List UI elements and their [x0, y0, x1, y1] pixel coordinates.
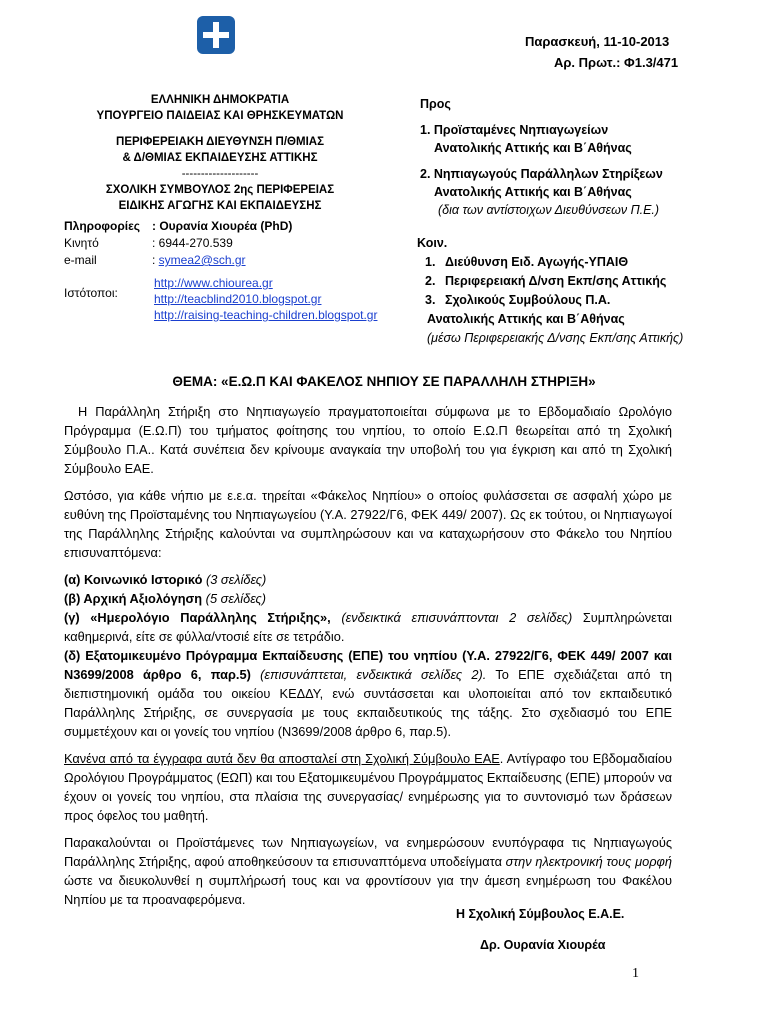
protocol-number: Αρ. Πρωτ.: Φ1.3/471 — [554, 55, 679, 70]
cc-num: 3. — [425, 293, 436, 307]
site-link[interactable]: http://raising-teaching-children.blogspot.gr — [154, 308, 378, 322]
paragraph — [64, 833, 672, 909]
cc-note: (μέσω Περιφερειακής Δ/νσης Εκπ/σης Αττικής) — [427, 331, 684, 345]
item-c-pages: (ενδεικτικά επισυνάπτονται 2 σελίδες) — [330, 610, 573, 625]
item-d-pages: (επισυνάπτεται, ενδεικτικά σελίδες 2). — [250, 667, 487, 682]
email-prefix: : — [152, 253, 159, 267]
mobile-label: Κινητό — [64, 236, 99, 250]
cc-item: Διεύθυνση Ειδ. Αγωγής-ΥΠΑΙΘ — [445, 255, 629, 269]
signature-title: Η Σχολική Σύμβουλος Ε.Α.Ε. — [456, 907, 625, 921]
sender-line: ΥΠΟΥΡΓΕΙΟ ΠΑΙΔΕΙΑΣ ΚΑΙ ΘΡΗΣΚΕΥΜΑΤΩΝ — [96, 110, 344, 122]
recipient-1-region: Ανατολικής Αττικής και Β΄Αθήνας — [434, 141, 632, 155]
separator: -------------------- — [181, 168, 259, 180]
info-label: Πληροφορίες — [64, 219, 141, 233]
item-a-pages: (3 σελίδες) — [202, 572, 267, 587]
recipient-2-note: (δια των αντίστοιχων Διευθύνσεων Π.Ε.) — [438, 203, 660, 217]
cc-item: Σχολικούς Συμβούλους Π.Α. — [445, 293, 611, 307]
sender-line: ΣΧΟΛΙΚΗ ΣΥΜΒΟΥΛΟΣ 2ης ΠΕΡΙΦΕΡΕΙΑΣ — [105, 184, 335, 196]
sender-line: ΕΛΛΗΝΙΚΗ ΔΗΜΟΚΡΑΤΙΑ — [150, 94, 290, 106]
cc-block — [417, 234, 683, 348]
paragraph: Η Παράλληλη Στήριξη στο Νηπιαγωγείο πραγματοποιείται σύμφωνα με το Εβδομαδιαίο Ωρολόγιο Πρόγραμμα (Ε.Ω.Π) του τμήματος φοίτησης του νηπίου, το οποίο Ε.Ω.Π θεωρείται από τη Σχολική Σύμβουλο Π.Α.. Κατά συνέπεια δεν κρίνουμε αναγκαία την υποβολή του για έγκριση και από τη Σχολική Σύμβουλο ΕΑΕ. — [64, 404, 672, 476]
item-d: (δ) Εξατομικευμένο Πρόγραμμα Εκπαίδευσης (ΕΠΕ) — [64, 648, 384, 663]
greek-emblem-icon — [197, 16, 235, 54]
item-a: (α) Κοινωνικό Ιστορικό — [64, 572, 203, 587]
attachment-list — [64, 570, 672, 741]
date: Παρασκευή, 11-10-2013 — [525, 34, 670, 49]
recipient-2: 2. Νηπιαγωγούς Παράλληλων Στηρίξεων — [420, 167, 663, 181]
cc-num: 2. — [425, 274, 436, 288]
info-value: : Ουρανία Χιουρέα (PhD) — [152, 219, 293, 233]
item-d-ref: του νηπίου (Υ.Α. 27922/Γ6, ΦΕΚ 449/ 2007 και Ν3699/2008 άρθρο 6, παρ.5) — [64, 648, 672, 682]
sender-line: ΠΕΡΙΦΕΡΕΙΑΚΗ ΔΙΕΥΘΥΝΣΗ Π/ΘΜΙΑΣ — [116, 136, 324, 148]
item-b-pages: (5 σελίδες) — [202, 591, 266, 606]
notice-underlined: Κανένα από τα έγγραφα αυτά δεν θα αποσταλεί στη Σχολική Σύμβουλο ΕΑΕ — [64, 751, 500, 766]
email-label: e-mail — [64, 253, 97, 267]
paragraph: Ωστόσο, για κάθε νήπιο με ε.ε.α. τηρείται «Φάκελος Νηπίου» ο οποίος φυλάσσεται σε ασφαλή χώρο με ευθύνη της Προϊσταμένης του Νηπιαγωγείου (Υ.Α. 27922/Γ6, ΦΕΚ 449/ 2007). Ως εκ τούτου, οι Νηπιαγωγοί της Παράλληλης Στήριξης καλούνται να συμπληρώσουν και να καταχωρήσουν στο Φάκελο του Νηπίου επισυναπτόμενα: — [64, 488, 672, 560]
notice-text: . Αντίγραφο του Εβδομαδιαίου Ωρολόγιου Προγράμματος (ΕΩΠ) και του Εξατομικευμένου Προγράμματος Εκπαίδευσης (ΕΠΕ) μπορούν να έχουν οι γονείς του νηπίου, στα πλαίσια της συνεργασίας/ ενημέρωσης για το συντονισμό των δράσεων προς όφελος του μαθητή. — [64, 751, 673, 823]
to-label: Προς — [420, 97, 451, 111]
paragraph — [64, 749, 672, 825]
page-number: 1 — [632, 966, 639, 981]
cc-item-cont: Ανατολικής Αττικής και Β΄Αθήνας — [427, 312, 625, 326]
recipient-2-region: Ανατολικής Αττικής και Β΄Αθήνας — [434, 185, 632, 199]
recipient-1: 1. Προϊσταμένες Νηπιαγωγείων — [420, 123, 609, 137]
mobile-value: : 6944-270.539 — [152, 236, 233, 250]
site-link[interactable]: http://www.chiourea.gr — [154, 276, 273, 290]
sites-list — [154, 275, 377, 323]
signature-name: Δρ. Ουρανία Χιουρέα — [480, 938, 606, 952]
request-text: Παρακαλούνται οι Προϊστάμενες των Νηπιαγωγείων, να ενημερώσουν ενυπόγραφα τις Νηπιαγωγούς Παράλληλης Στήριξης, αφού αποθηκεύσουν τα επισυναπτόμενα υποδείγματα — [64, 835, 672, 869]
cc-num: 1. — [425, 255, 436, 269]
contact-block — [64, 218, 292, 269]
request-text-end: ώστε να διευκολυνθεί η συμπλήρωσή τους και να φροντίσουν για την άμεση ενημέρωση του Φακέλου Νηπίου με τα προαναφερόμενα. — [64, 873, 672, 907]
sender-line: & Δ/ΘΜΙΑΣ ΕΚΠΑΙΔΕΥΣΗΣ ΑΤΤΙΚΗΣ — [122, 152, 318, 164]
sender-line: ΕΙΔΙΚΗΣ ΑΓΩΓΗΣ ΚΑΙ ΕΚΠΑΙΔΕΥΣΗΣ — [118, 200, 322, 212]
cc-item: Περιφερειακή Δ/νση Εκπ/σης Αττικής — [445, 274, 667, 288]
cc-label: Κοιν. — [417, 236, 448, 250]
sender-block — [60, 92, 380, 214]
request-italic: στην ηλεκτρονική τους μορφή — [505, 854, 672, 869]
item-c-text: Συμπληρώνεται καθημερινά, είτε σε φύλλα/ντοσιέ είτε σε τετράδιο. — [64, 610, 672, 644]
email-link[interactable]: symea2@sch.gr — [158, 253, 246, 267]
site-link[interactable]: http://teacblind2010.blogspot.gr — [154, 292, 322, 306]
subject: ΘΕΜΑ: «Ε.Ω.Π ΚΑΙ ΦΑΚΕΛΟΣ ΝΗΠΙΟΥ ΣΕ ΠΑΡΑΛΛΗΛΗ ΣΤΗΡΙΞΗ» — [172, 374, 596, 389]
sites-label: Ιστότοποι: — [64, 286, 118, 300]
recipients-block — [420, 95, 663, 219]
item-c: (γ) «Ημερολόγιο Παράλληλης Στήριξης», — [64, 610, 331, 625]
item-d-text: Το ΕΠΕ σχεδιάζεται από τη διεπιστημονική ομάδα του οικείου ΚΕΔΔΥ, ενώ συντάσσεται και υλοποιείται από τον εκπαιδευτικό Παράλληλης Στήριξης, σε συνεργασία με τους εκπαιδευτικούς της τάξης. Στο σχεδιασμό του ΕΠΕ συμμετέχουν και οι γονείς του νηπίου (Ν3699/2008 άρθρο 6, παρ.5). — [64, 667, 672, 739]
item-b: (β) Αρχική Αξιολόγηση — [64, 591, 203, 606]
letter-body — [64, 402, 672, 909]
